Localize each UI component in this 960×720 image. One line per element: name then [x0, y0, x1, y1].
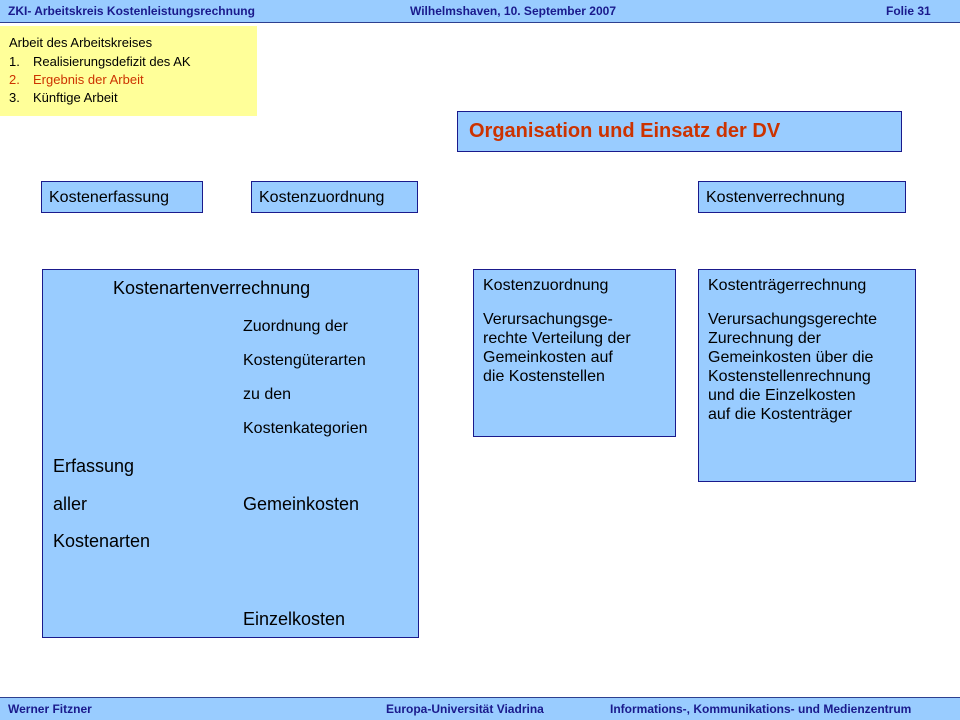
box-kostentraegerrechnung [698, 269, 916, 482]
slide-number: Folie 31 [886, 4, 931, 18]
slide-title-box [457, 111, 902, 152]
box-title: Kostenzuordnung [483, 277, 609, 294]
box-kostenartenverrechnung [42, 269, 419, 638]
agenda-item-number: 1. [9, 54, 20, 69]
footer-university: Europa-Universität Viadrina [386, 702, 544, 716]
header-bar [0, 0, 960, 23]
label-text: Kostenverrechnung [706, 189, 845, 206]
label-kostenerfassung [41, 181, 203, 213]
slide-title: Organisation und Einsatz der DV [469, 120, 781, 142]
box-line: Kostengüterarten [243, 352, 366, 369]
header-center-text: Wilhelmshaven, 10. September 2007 [410, 4, 616, 18]
box-line: Kostenkategorien [243, 420, 368, 437]
header-left-text: ZKI- Arbeitskreis Kostenleistungsrechnung [8, 4, 255, 18]
box-body: Verursachungsgerechte Zurechnung der Gemeinkosten über die Kostenstellenrechnung und die Einzelkosten auf die Kostenträger [708, 311, 877, 423]
agenda-item-number: 3. [9, 90, 20, 105]
box-body: Verursachungsge- rechte Verteilung der Gemeinkosten auf die Kostenstellen [483, 311, 631, 385]
box-title: Kostenartenverrechnung [113, 278, 311, 298]
box-line: Zuordnung der [243, 318, 348, 335]
agenda-heading: Arbeit des Arbeitskreises [9, 35, 153, 50]
label-text: Kostenzuordnung [259, 189, 385, 206]
box-kostenzuordnung [473, 269, 676, 437]
footer-bar [0, 697, 960, 720]
footer-author: Werner Fitzner [8, 702, 92, 716]
box-line: aller [53, 494, 88, 514]
box-title: Kostenträgerrechnung [708, 277, 867, 294]
box-line-einzelkosten: Einzelkosten [243, 609, 346, 629]
agenda-item-text: Künftige Arbeit [33, 90, 118, 105]
agenda-item-text: Realisierungsdefizit des AK [33, 54, 191, 69]
label-kostenzuordnung [251, 181, 418, 213]
box-line: zu den [243, 386, 292, 403]
box-line: Kostenarten [53, 531, 151, 551]
footer-department: Informations-, Kommunikations- und Medienzentrum [610, 702, 912, 716]
agenda-box [0, 26, 257, 116]
box-line-gemeinkosten: Gemeinkosten [243, 494, 360, 514]
box-line: Erfassung [53, 456, 135, 476]
label-kostenverrechnung [698, 181, 906, 213]
agenda-item-text: Ergebnis der Arbeit [33, 72, 144, 87]
label-text: Kostenerfassung [49, 189, 170, 206]
agenda-item-number: 2. [9, 72, 20, 87]
